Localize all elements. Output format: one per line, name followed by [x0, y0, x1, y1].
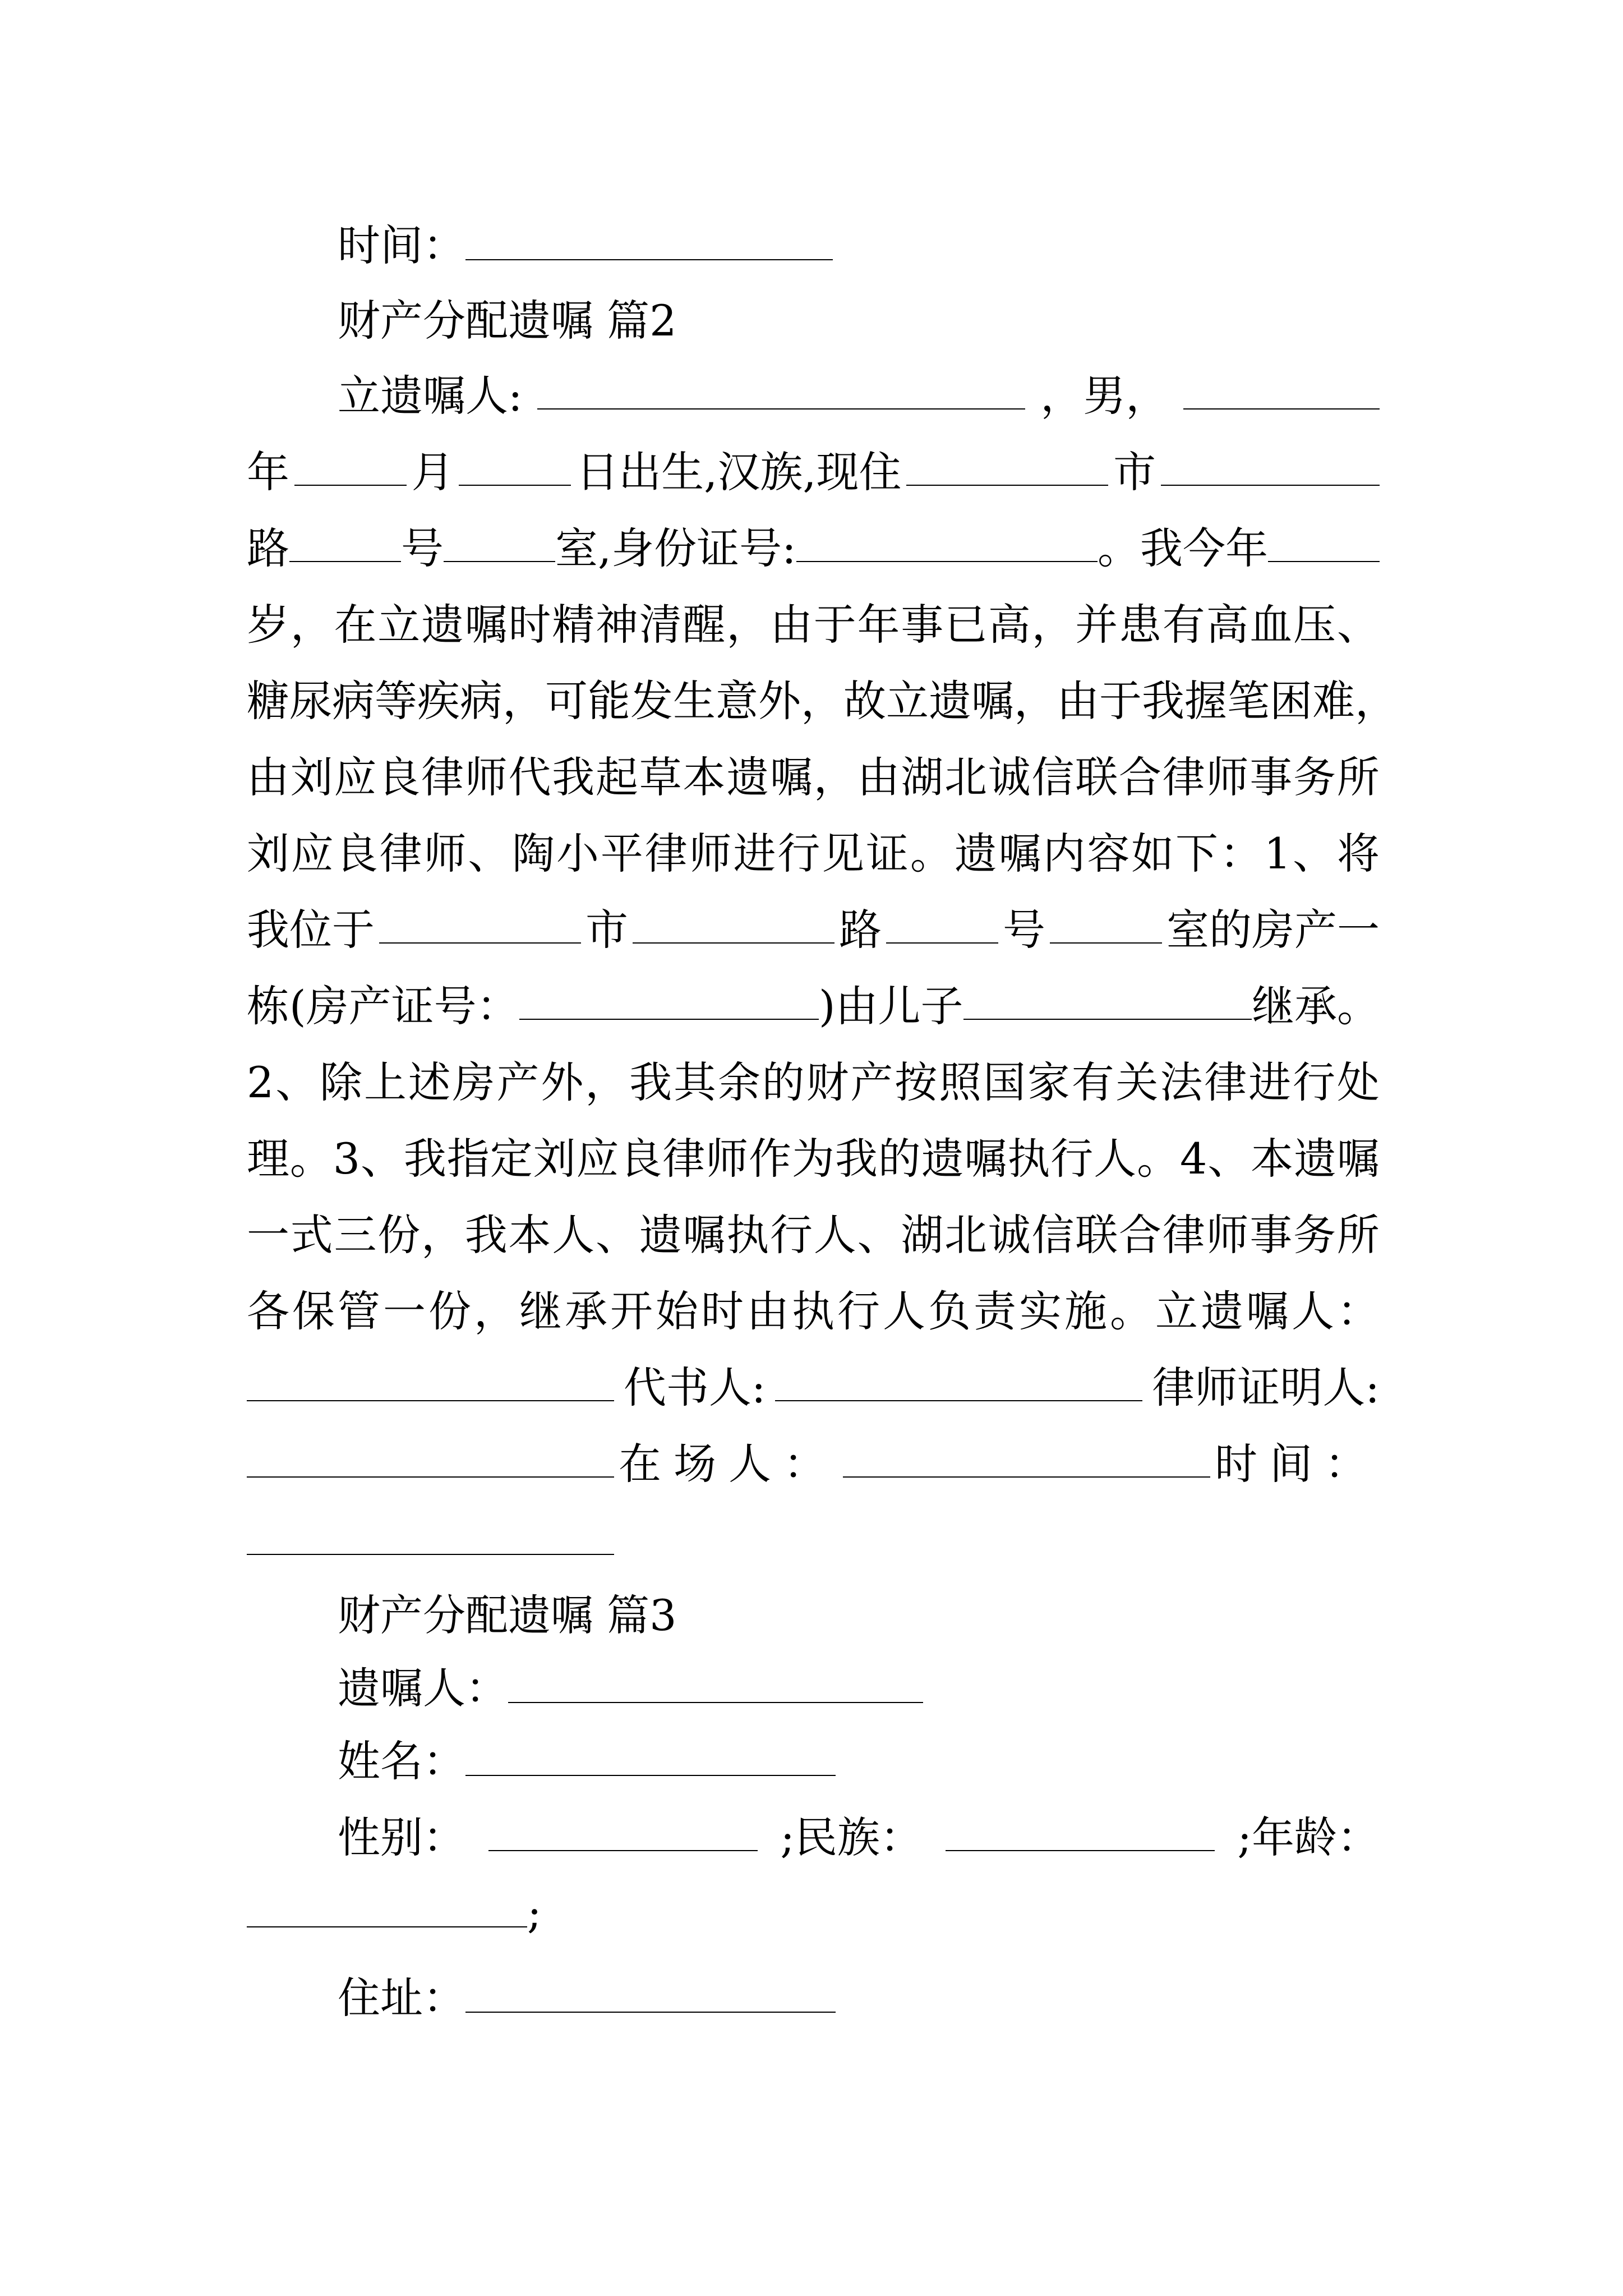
- p2-line-15: 在场人： 时间：: [247, 1436, 1380, 1492]
- blank-name: [465, 1734, 836, 1776]
- blank-deed-number: [519, 978, 819, 1020]
- blank-scrivener: [775, 1360, 1142, 1401]
- name-line: 姓名：: [338, 1733, 836, 1789]
- p2-line-3: 路 号 室,身份证号: 。我今年: [247, 521, 1380, 577]
- age-line: ;: [247, 1885, 542, 1941]
- blank-testator-sign: [247, 1360, 614, 1401]
- p2-line-13: 各 保 管 一 份 ， 继 承 开 始 时 由 执 行 人 负 责 实 施 。 立 遗 嘱 人 ：: [247, 1286, 1380, 1336]
- blank-road: [1161, 444, 1380, 486]
- address-line: 住址：: [338, 1970, 836, 2026]
- gender-line: 性别： ;民族： ;年龄：: [338, 1810, 1380, 1866]
- blank-property-city: [379, 902, 581, 944]
- blank-lawyer-witness: [247, 1436, 614, 1478]
- p2-line-12: 一 式 三 份 ， 我 本 人 、 遗 嘱 执 行 人 、 湖 北 诚 信 联 合 律 师 事 务 所: [247, 1210, 1380, 1260]
- blank-age-2: [247, 1886, 527, 1927]
- blank-property-room: [1050, 902, 1162, 944]
- time-line: [338, 218, 833, 274]
- blank-time: [465, 219, 833, 260]
- p2-line-9: 栋(房产证号： )由儿子 继承。: [247, 978, 1380, 1034]
- blank-day: [459, 444, 571, 486]
- heading-section-2: 财产分配遗嘱 篇2: [338, 296, 677, 346]
- blank-city: [906, 444, 1108, 486]
- blank-number: [289, 521, 401, 562]
- blank-testator: [508, 1662, 923, 1703]
- p2-line-4: 岁 ， 在 立 遗 嘱 时 精 神 清 醒 ， 由 于 年 事 已 高 ， 并 患 有 高 血 压 、: [247, 600, 1380, 650]
- blank-testator-name: [537, 368, 1025, 409]
- blank-property-number: [886, 902, 998, 944]
- blank-property-road: [633, 902, 834, 944]
- p2-line-16: [247, 1512, 614, 1568]
- p2-line-2: 年 月 日出生,汉族,现住 市: [247, 444, 1380, 500]
- blank-age: [1268, 521, 1380, 562]
- heading-section-3: 财产分配遗嘱 篇3: [338, 1590, 677, 1640]
- p2-line-6: 由 刘 应 良 律 师 代 我 起 草 本 遗 嘱 ， 由 湖 北 诚 信 联 合 律 师 事 务 所: [247, 752, 1380, 802]
- time-label: 时间：: [338, 220, 465, 270]
- testator-line: 遗嘱人：: [338, 1660, 923, 1717]
- p2-line-10: 2 、 除 上 述 房 产 外 ， 我 其 余 的 财 产 按 照 国 家 有 关 法 律 进 行 处: [247, 1057, 1380, 1107]
- p2-line-7: 刘 应 良 律 师 、 陶 小 平 律 师 进 行 见 证 。 遗 嘱 内 容 如 下 ： 1 、 将: [247, 829, 1380, 878]
- blank-room: [444, 521, 555, 562]
- p2-line-5: 糖 尿 病 等 疾 病 ， 可 能 发 生 意 外 ， 故 立 遗 嘱 ， 由 于 我 握 笔 困 难 ，: [247, 676, 1398, 726]
- blank-id-number: [796, 521, 1098, 562]
- blank-present-person: [843, 1436, 1210, 1478]
- blank-month: [294, 444, 407, 486]
- p2-line-14: 代书人: 律师证明人:: [247, 1360, 1380, 1416]
- blank-gender: [488, 1810, 758, 1851]
- p2-line-1: 立遗嘱人: ，男，: [338, 368, 1380, 424]
- blank-address: [465, 1971, 836, 2013]
- p2-line-11: 理 。 3 、 我 指 定 刘 应 良 律 师 作 为 我 的 遗 嘱 执 行 人 。 4 、 本 遗 嘱: [247, 1134, 1380, 1184]
- blank-birth-year: [1183, 368, 1380, 409]
- blank-date: [247, 1513, 614, 1555]
- blank-son-name: [963, 978, 1252, 1020]
- blank-ethnicity: [946, 1810, 1215, 1851]
- p2-line-8: 我位于 市 路 号 室的房产一: [247, 902, 1380, 958]
